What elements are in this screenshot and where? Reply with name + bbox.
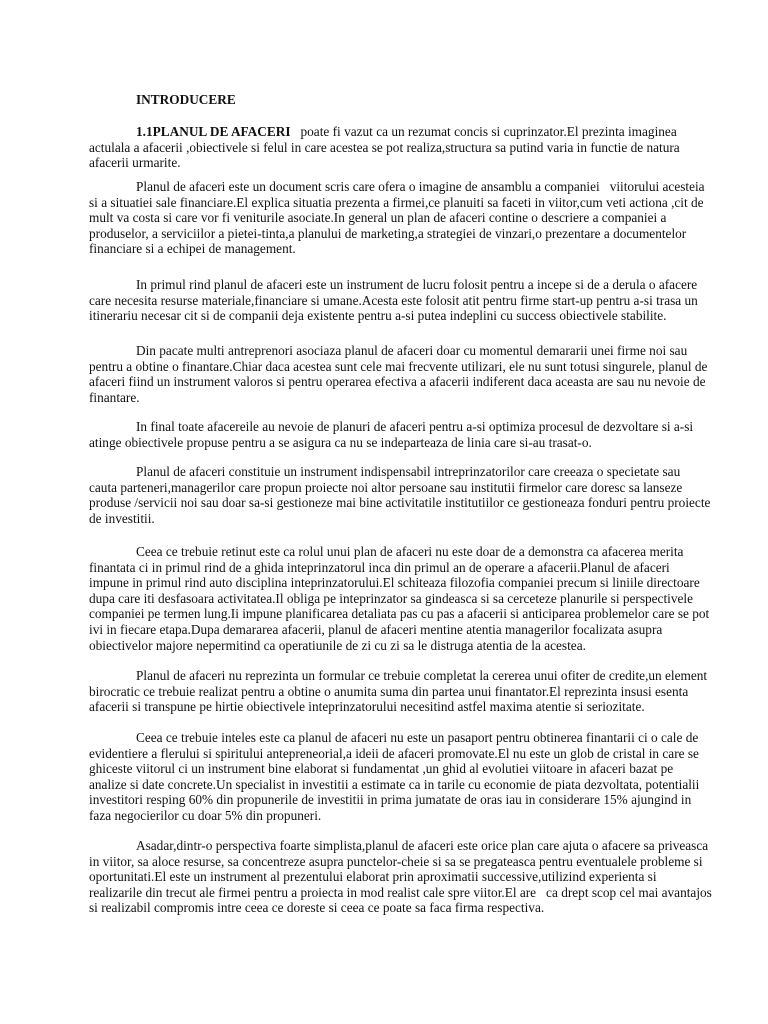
text-line: afaceri fiind un instrument valoros si pentru operarea efectiva a afacerii indiferent daca aceasta are sau nu nevoie de <box>89 374 706 390</box>
text-line: si realizabil compromis intre ceea ce doreste si ceea ce poate sa faca firma respectiva. <box>89 900 545 916</box>
text-line: in viitor, sa aloce resurse, sa concentreze asupra punctelor-cheie si sa se pregateasca pentru eventualele probleme si <box>89 853 703 869</box>
paragraph <box>89 179 749 257</box>
document-heading: INTRODUCERE <box>136 92 236 107</box>
text-line: pentru a obtine o finantare.Chiar daca acestea sunt cele mai frecvente utilizari, ele nu sunt totusi singurele, planul de <box>89 358 708 374</box>
text-line: dupa care iti desfasoara activitatea.Il obliga pe inteprinzator sa gindeasca si sa cerceteze planurile si perspectivele <box>89 590 693 606</box>
text-line: evidentiere a flerului si spiritului antepreneorial,a ideii de afaceri promovate.El nu este un glob de cristal in care se <box>89 745 699 761</box>
paragraph <box>89 419 749 450</box>
paragraph <box>89 343 749 405</box>
paragraph <box>89 730 749 824</box>
text-line: faza negocierilor cu doar 5% din propuneri. <box>89 807 322 823</box>
text-line: Ceea ce trebuie inteles este ca planul de afaceri nu este un pasaport pentru obtinerea finantarii ci o cale de <box>136 730 699 745</box>
paragraph <box>89 124 749 171</box>
text-line: si a situatiei sale financiare.El explica situatia prezenta a firmei,ce planuiti sa faceti in viitor,cum veti actiona ,cit de <box>89 194 704 210</box>
text-line: In final toate afacereile au nevoie de planuri de afaceri pentru a-si optimiza procesul de dezvoltare si a-si <box>136 419 694 434</box>
text-line <box>89 124 749 140</box>
text-line: Din pacate multi antreprenori asociaza planul de afaceri doar cu momentul demararii unei firme noi sau <box>136 343 688 358</box>
text-line: Asadar,dintr-o perspectiva foarte simplista,planul de afaceri este orice plan care ajuta o afacere sa priveasca <box>136 838 709 853</box>
text-line: produselor, a serviciilor a pietei-tinta,a planului de marketing,a strategiei de vinzari,o prezentare a documentelor <box>89 225 687 241</box>
text-line: care necesita resurse materiale,financiare si umane.Acesta este folosit atit pentru firme start-up pentru a-si trasa un <box>89 292 698 308</box>
paragraph <box>89 668 749 715</box>
paragraph <box>89 544 749 653</box>
text-line: afacerii si transpune pe hirtie obiectivele inteprinzatorului necesitind astfel maxima atentie si seriozitate. <box>89 699 645 715</box>
text-line: oportunitati.El este un instrument al prezentului elaborat prin aproximatii successive,utilizind experienta si <box>89 869 657 885</box>
text-line: investitori resping 60% din propunerile de investitii in prima jumatate de oras iau in considerare 15% ajungind in <box>89 792 692 808</box>
text-line: birocratic ce trebuie realizat pentru a obtine o anumita suma din partea unui finantator.El reprezinta insusi esenta <box>89 683 689 699</box>
text-line: actulala a afacerii ,obiectivele si felul in care acestea se pot realiza,structura sa putind varia in functie de natura <box>89 139 680 155</box>
text-line: ghiceste viitorul ci un instrument bine elaborat si fundamentat ,un ghid al evolutiei viitoare in afaceri bazat pe <box>89 761 674 777</box>
text-line: Planul de afaceri este un document scris care ofera o imagine de ansamblu a companiei viitorului acesteia <box>136 179 705 194</box>
text-line: finantata ci in primul rind de a ghida inteprinzatorul inca din primul an de operare a afacerii.Planul de afaceri <box>89 559 670 575</box>
text-line: itinerariu necesar cit si de companii deja existente pentru a-si putea indeplini cu success obiectivele stabilite. <box>89 308 667 324</box>
paragraph <box>89 464 749 526</box>
text-line: In primul rind planul de afaceri este un instrument de lucru folosit pentru a incepe si de a derula o afacere <box>136 277 698 292</box>
text-line: afacerii urmarite. <box>89 155 181 171</box>
text-line: atinge obiectivele propuse pentru a se asigura ca nu se indeparteaza de linia care si-au trasat-o. <box>89 434 592 450</box>
text-line: cauta parteneri,managerilor care propun proiecte noi altor persoane sau institutii firmelor care doresc sa lanseze <box>89 479 683 495</box>
text-line-rest: poate fi vazut ca un rezumat concis si cuprinzator.El prezinta imaginea <box>290 124 677 139</box>
text-line: impune in primul rind auto disciplina inteprinzatorului.El schiteaza filozofia companiei precum si liniile directoare <box>89 575 700 591</box>
text-line: realizarile din trecut ale firmei pentru a proiecta in mod realist cale spre viitor.El are ca drept scop cel mai avantajos <box>89 884 712 900</box>
text-line: Planul de afaceri nu reprezinta un formular ce trebuie completat la cererea unui ofiter de credite,un element <box>136 668 708 683</box>
section-title: 1.1PLANUL DE AFACERI <box>136 124 291 139</box>
text-line: obiectivelor majore nepermitind ca operatiunile de zi cu zi sa le distruga atentia de la acestea. <box>89 637 586 653</box>
text-line: de investitii. <box>89 510 155 526</box>
text-line: analize si date concrete.Un specialist in investitii a estimate ca in tarile cu economie de piata dezvoltata, potentialii <box>89 776 700 792</box>
text-line: Planul de afaceri constituie un instrument indispensabil intreprinzatorilor care creeaza o specietate sau <box>136 464 681 479</box>
text-line: produse /servicii noi sau doar sa-si gestioneze mai bine activitatile institutiilor ce gestioneaza fonduri pentru proiecte <box>89 495 711 511</box>
text-line: companiei pe termen lung.Ii impune planificarea detaliata pas cu pas a afacerii si anticiparea problemelor care se pot <box>89 606 710 622</box>
paragraph <box>89 277 749 324</box>
paragraph <box>89 838 749 916</box>
text-line: Ceea ce trebuie retinut este ca rolul unui plan de afaceri nu este doar de a demonstra ca afacerea merita <box>136 544 684 559</box>
text-line: ivi in fiecare etapa.Dupa demararea afacerii, planul de afaceri mentine atentia managerilor focalizata asupra <box>89 621 663 637</box>
text-line: finantare. <box>89 389 140 405</box>
text-line: financiare si a echipei de management. <box>89 241 296 257</box>
text-line: mult va costa si care vor fi veniturile asociate.In general un plan de afaceri contine o descriere a companiei a <box>89 210 667 226</box>
